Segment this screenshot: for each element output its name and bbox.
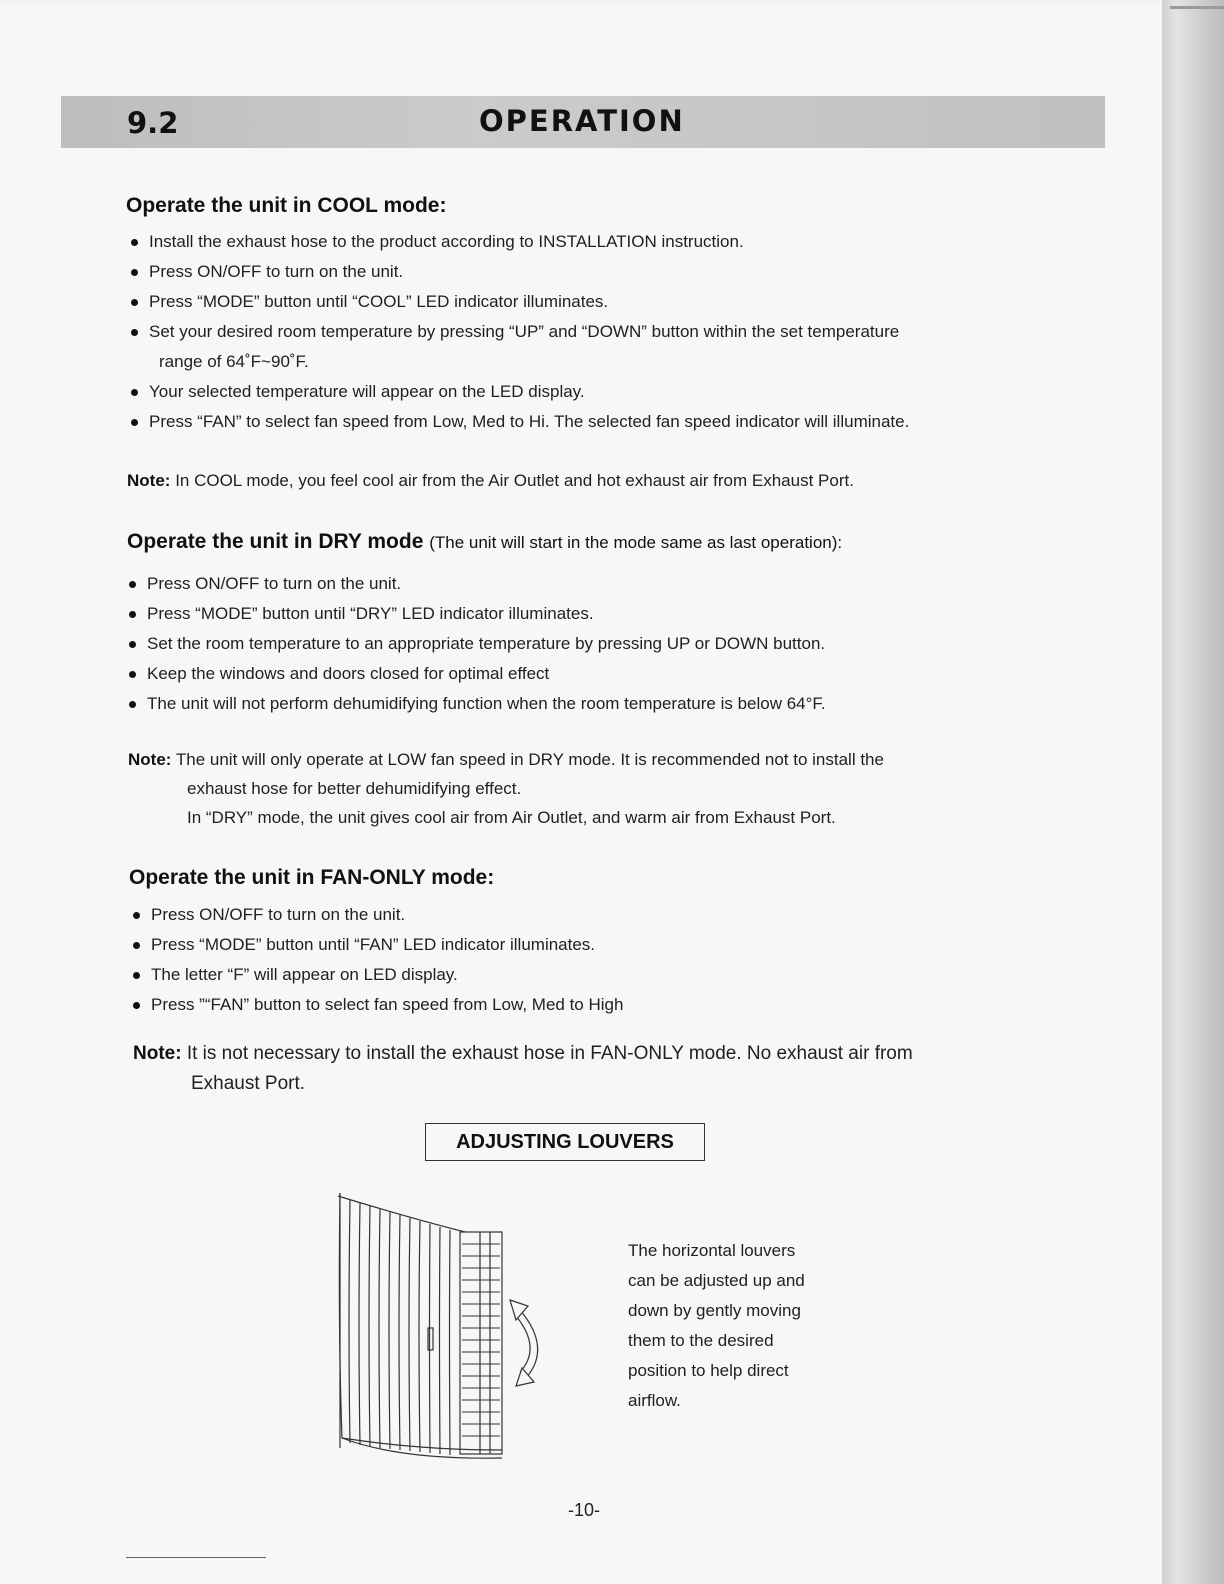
note-text: It is not necessary to install the exhaust hose in FAN-ONLY mode. No exhaust air from bbox=[186, 1043, 913, 1064]
description-line: airflow. bbox=[628, 1391, 681, 1410]
page-spine-shadow bbox=[1162, 0, 1224, 1584]
curved-arrow-icon bbox=[510, 1300, 538, 1386]
dry-mode-steps bbox=[125, 569, 826, 719]
note-text: Exhaust Port. bbox=[191, 1073, 306, 1094]
dry-mode-heading-note: (The unit will start in the mode same as last operation): bbox=[429, 533, 843, 552]
fan-mode-steps bbox=[129, 900, 623, 1020]
list-item: Your selected temperature will appear on the LED display. bbox=[127, 377, 909, 407]
cool-mode-note bbox=[127, 466, 854, 495]
note-label: Note: bbox=[127, 471, 171, 490]
dry-mode-note bbox=[128, 745, 884, 832]
note-text: The unit will only operate at LOW fan speed in DRY mode. It is recommended not to install the bbox=[175, 750, 884, 769]
dry-mode-heading bbox=[127, 530, 842, 554]
spine-edge bbox=[1170, 6, 1224, 9]
footer-rule bbox=[126, 1557, 266, 1558]
list-item-text: Set your desired room temperature by pressing “UP” and “DOWN” button within the set temperature bbox=[149, 322, 900, 341]
louver-description bbox=[628, 1236, 858, 1416]
description-line: The horizontal louvers bbox=[628, 1241, 796, 1260]
list-item-continuation: range of 64˚F~90˚F. bbox=[159, 352, 309, 371]
list-item: The letter “F” will appear on LED display. bbox=[129, 960, 623, 990]
list-item: Press “MODE” button until “DRY” LED indicator illuminates. bbox=[125, 599, 826, 629]
cool-mode-heading: Operate the unit in COOL mode: bbox=[126, 194, 447, 217]
list-item: Press ON/OFF to turn on the unit. bbox=[125, 569, 826, 599]
panel-left-edge bbox=[339, 1193, 502, 1458]
louver-illustration bbox=[330, 1188, 560, 1468]
dry-mode-heading-text: Operate the unit in DRY mode bbox=[127, 530, 424, 553]
fan-mode-note bbox=[133, 1039, 913, 1099]
list-item: Press ”“FAN” button to select fan speed from Low, Med to High bbox=[129, 990, 623, 1020]
adjusting-louvers-title: ADJUSTING LOUVERS bbox=[425, 1123, 705, 1161]
list-item: Set the room temperature to an appropriate temperature by pressing UP or DOWN button. bbox=[125, 629, 826, 659]
note-label: Note: bbox=[128, 750, 172, 769]
page-number: -10- bbox=[568, 1500, 601, 1520]
list-item bbox=[127, 317, 909, 377]
list-item: Press “MODE” button until “COOL” LED indicator illuminates. bbox=[127, 287, 909, 317]
note-text: In COOL mode, you feel cool air from the Air Outlet and hot exhaust air from Exhaust Port. bbox=[175, 471, 854, 490]
description-line: them to the desired bbox=[628, 1331, 774, 1350]
section-title: OPERATION bbox=[479, 104, 685, 138]
note-text: In “DRY” mode, the unit gives cool air from Air Outlet, and warm air from Exhaust Port. bbox=[187, 808, 836, 827]
fan-mode-heading: Operate the unit in FAN-ONLY mode: bbox=[129, 866, 495, 889]
note-label: Note: bbox=[133, 1043, 182, 1064]
list-item: Install the exhaust hose to the product according to INSTALLATION instruction. bbox=[127, 227, 909, 257]
list-item: The unit will not perform dehumidifying function when the room temperature is below 64°F. bbox=[125, 689, 826, 719]
list-item: Keep the windows and doors closed for optimal effect bbox=[125, 659, 826, 689]
cool-mode-steps bbox=[127, 227, 909, 437]
description-line: can be adjusted up and bbox=[628, 1271, 805, 1290]
description-line: position to help direct bbox=[628, 1361, 789, 1380]
list-item: Press “FAN” to select fan speed from Low, Med to Hi. The selected fan speed indicator will illuminate. bbox=[127, 407, 909, 437]
note-text: exhaust hose for better dehumidifying effect. bbox=[187, 779, 522, 798]
list-item: Press “MODE” button until “FAN” LED indicator illuminates. bbox=[129, 930, 623, 960]
description-line: down by gently moving bbox=[628, 1301, 801, 1320]
section-number: 9.2 bbox=[127, 106, 179, 140]
list-item: Press ON/OFF to turn on the unit. bbox=[127, 257, 909, 287]
list-item: Press ON/OFF to turn on the unit. bbox=[129, 900, 623, 930]
